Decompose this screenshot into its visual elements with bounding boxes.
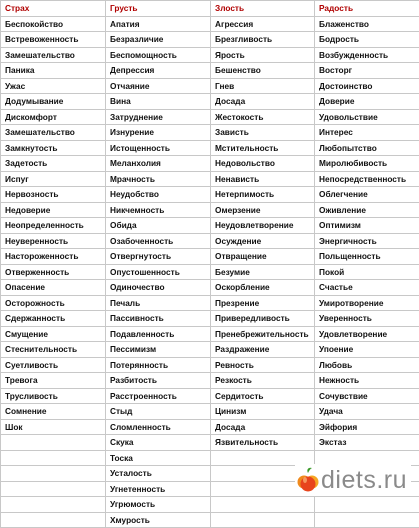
table-cell [1,481,106,497]
table-cell: Нетерпимость [211,187,315,203]
table-cell: Неопределенность [1,218,106,234]
table-cell: Жестокость [211,109,315,125]
table-cell: Отчаяние [106,78,211,94]
table-cell: Мрачность [106,171,211,187]
table-cell: Любовь [315,357,419,373]
table-cell: Потерянность [106,357,211,373]
table-cell: Отверженность [1,264,106,280]
table-cell: Опасение [1,280,106,296]
table-row [1,218,419,234]
table-row [1,171,419,187]
table-cell [1,497,106,513]
table-cell: Хмурость [106,512,211,528]
logo-text: diets.ru [321,466,407,494]
table-cell: Сломленность [106,419,211,435]
table-row [1,140,419,156]
table-cell: Облегчение [315,187,419,203]
table-cell: Скука [106,435,211,451]
table-cell: Беспокойство [1,16,106,32]
table-cell: Брезгливость [211,32,315,48]
column-header: Злость [211,1,315,17]
table-cell: Беспомощность [106,47,211,63]
table-cell: Оживление [315,202,419,218]
table-cell: Сдержанность [1,311,106,327]
table-cell [315,497,419,513]
table-cell: Покой [315,264,419,280]
table-cell: Омерзение [211,202,315,218]
table-cell: Встревоженность [1,32,106,48]
table-cell: Настороженность [1,249,106,265]
table-cell: Суетливость [1,357,106,373]
table-cell: Пассивность [106,311,211,327]
table-cell: Удовольствие [315,109,419,125]
table-cell: Язвительность [211,435,315,451]
table-cell: Тревога [1,373,106,389]
header-row [1,1,419,17]
table-cell: Презрение [211,295,315,311]
table-cell: Никчемность [106,202,211,218]
table-cell: Ревность [211,357,315,373]
table-row [1,357,419,373]
table-row [1,373,419,389]
table-row [1,202,419,218]
table-row [1,233,419,249]
table-cell: Паника [1,63,106,79]
table-cell: Неуверенность [1,233,106,249]
table-cell: Нервозность [1,187,106,203]
table-cell: Удача [315,404,419,420]
table-cell: Осуждение [211,233,315,249]
table-cell: Оптимизм [315,218,419,234]
diets-logo [295,464,411,496]
table-row [1,249,419,265]
table-row [1,32,419,48]
table-cell: Эйфория [315,419,419,435]
table-row [1,16,419,32]
table-cell: Опустошенность [106,264,211,280]
table-cell: Вина [106,94,211,110]
table-cell: Пессимизм [106,342,211,358]
column-header: Радость [315,1,419,17]
table-cell: Сердитость [211,388,315,404]
table-cell: Резкость [211,373,315,389]
table-cell: Шок [1,419,106,435]
table-cell: Интерес [315,125,419,141]
table-cell: Безумие [211,264,315,280]
table-cell: Обида [106,218,211,234]
table-cell: Пренебрежительность [211,326,315,342]
table-row [1,342,419,358]
table-cell: Счастье [315,280,419,296]
table-cell: Угнетенность [106,481,211,497]
table-cell: Доверие [315,94,419,110]
table-cell: Одиночество [106,280,211,296]
table-cell: Смущение [1,326,106,342]
table-cell: Блаженство [315,16,419,32]
table-cell: Стеснительность [1,342,106,358]
table-cell: Бодрость [315,32,419,48]
table-cell: Безразличие [106,32,211,48]
table-cell: Уверенность [315,311,419,327]
table-row [1,404,419,420]
table-cell: Отвергнутость [106,249,211,265]
table-cell [1,450,106,466]
table-cell: Замкнутость [1,140,106,156]
table-row [1,497,419,513]
table-row [1,78,419,94]
table-cell: Расстроенность [106,388,211,404]
table-cell: Бешенство [211,63,315,79]
table-row [1,156,419,172]
table-cell: Ненависть [211,171,315,187]
table-cell: Отвращение [211,249,315,265]
table-cell: Осторожность [1,295,106,311]
table-row [1,512,419,528]
table-cell: Гнев [211,78,315,94]
column-header: Грусть [106,1,211,17]
table-cell: Цинизм [211,404,315,420]
table-cell: Апатия [106,16,211,32]
table-row [1,187,419,203]
table-cell: Озабоченность [106,233,211,249]
table-cell: Энергичность [315,233,419,249]
table-cell: Умиротворение [315,295,419,311]
table-cell: Любопытство [315,140,419,156]
table-cell: Подавленность [106,326,211,342]
table-cell: Польщенность [315,249,419,265]
table-cell [1,466,106,482]
table-cell: Раздражение [211,342,315,358]
table-cell [211,497,315,513]
column-header: Страх [1,1,106,17]
table-cell: Изнурение [106,125,211,141]
table-cell: Затруднение [106,109,211,125]
table-cell: Досада [211,94,315,110]
emotions-table-body [1,1,419,528]
table-cell: Оскорбление [211,280,315,296]
table-row [1,295,419,311]
table-cell: Зависть [211,125,315,141]
table-cell: Угрюмость [106,497,211,513]
table-cell: Неудовлетворение [211,218,315,234]
table-cell: Досада [211,419,315,435]
table-cell: Печаль [106,295,211,311]
table-row [1,109,419,125]
table-cell: Привередливость [211,311,315,327]
table-cell: Ужас [1,78,106,94]
table-cell: Тоска [106,450,211,466]
table-cell: Нежность [315,373,419,389]
table-cell: Дискомфорт [1,109,106,125]
table-row [1,388,419,404]
table-row [1,63,419,79]
table-cell: Мстительность [211,140,315,156]
table-cell: Удовлетворение [315,326,419,342]
table-cell: Миролюбивость [315,156,419,172]
table-cell: Недовольство [211,156,315,172]
table-cell: Депрессия [106,63,211,79]
table-cell: Стыд [106,404,211,420]
table-row [1,47,419,63]
table-cell: Задетость [1,156,106,172]
table-cell: Восторг [315,63,419,79]
table-cell: Сомнение [1,404,106,420]
table-cell [211,512,315,528]
table-cell: Меланхолия [106,156,211,172]
table-cell: Истощенность [106,140,211,156]
table-row [1,125,419,141]
table-cell [315,512,419,528]
table-row [1,280,419,296]
table-row [1,419,419,435]
table-cell: Непосредственность [315,171,419,187]
table-cell: Агрессия [211,16,315,32]
table-cell: Трусливость [1,388,106,404]
table-cell: Замешательство [1,125,106,141]
table-cell: Разбитость [106,373,211,389]
table-row [1,326,419,342]
table-cell: Экстаз [315,435,419,451]
table-cell [1,435,106,451]
table-row [1,264,419,280]
table-cell: Додумывание [1,94,106,110]
table-cell: Возбужденность [315,47,419,63]
table-cell: Ярость [211,47,315,63]
table-cell: Сочувствие [315,388,419,404]
table-cell: Замешательство [1,47,106,63]
table-cell: Испуг [1,171,106,187]
table-cell: Неудобство [106,187,211,203]
table-cell: Достоинство [315,78,419,94]
table-row [1,94,419,110]
table-cell [1,512,106,528]
table-cell: Недоверие [1,202,106,218]
apple-icon [297,467,319,493]
table-row [1,435,419,451]
table-cell: Упоение [315,342,419,358]
table-row [1,311,419,327]
table-cell: Усталость [106,466,211,482]
